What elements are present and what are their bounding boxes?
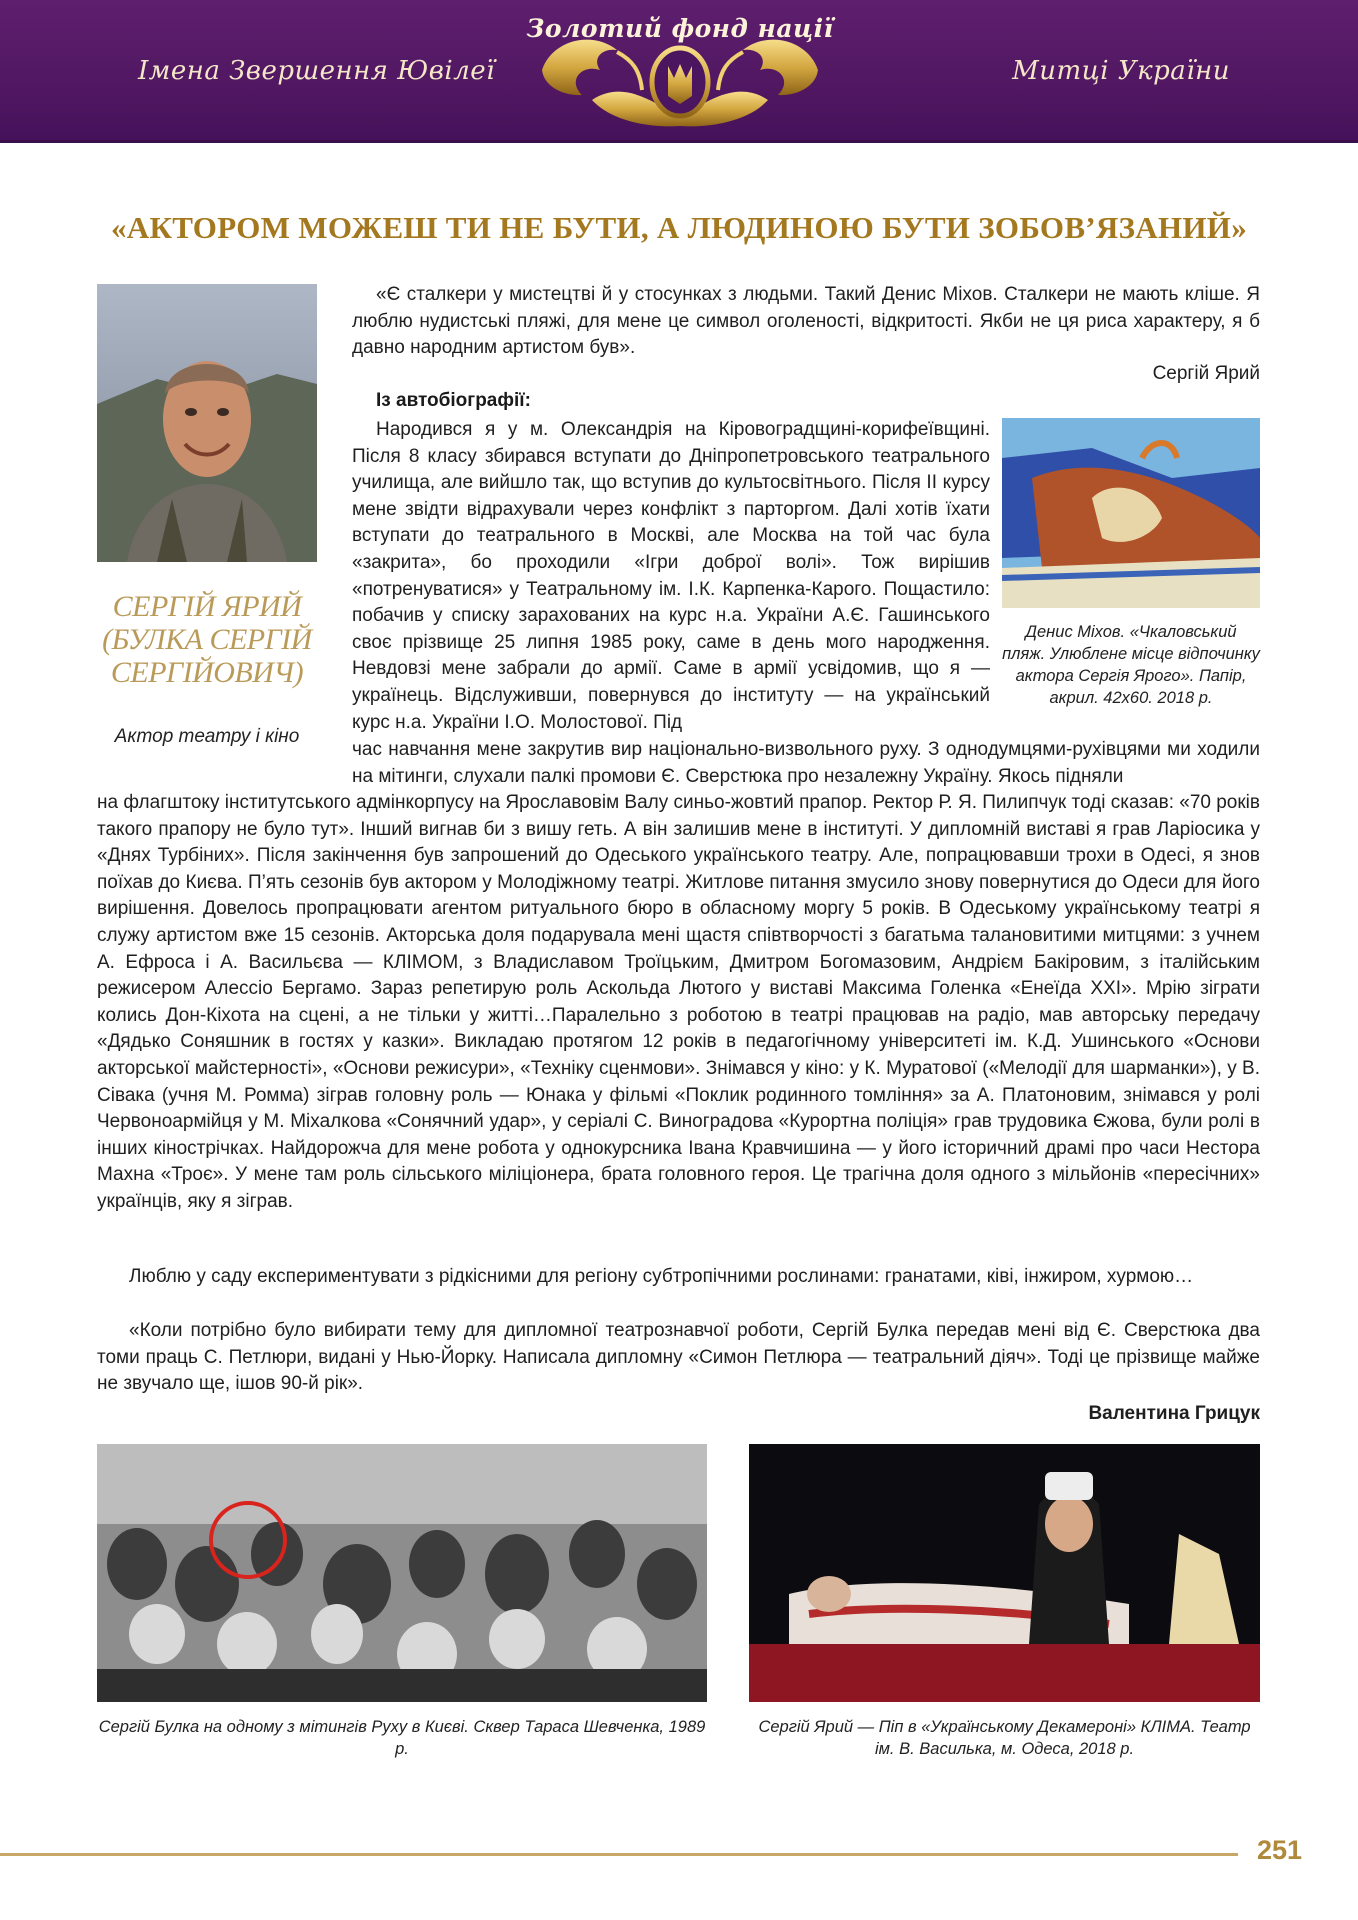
rally-photo-caption: Сергій Булка на одному з мітингів Руху в Києві. Сквер Тараса Шевченка, 1989 р. bbox=[98, 1718, 706, 1758]
page-number: 251 bbox=[1256, 1835, 1302, 1865]
rally-photo bbox=[97, 1444, 707, 1702]
epigraph-quote: «Є сталкери у мистецтві й у стосунках з людьми. Такий Денис Міхов. Сталкери не мають кліше. Я люблю нудистські пляжі, для мене це символ оголеності, відкритості. Якби не ця риса характеру, я б давно народним артистом був». bbox=[352, 284, 1260, 359]
stage-photo-caption: Сергій Ярий — Піп в «Українському Декамероні» КЛІМА. Театр ім. В. Василька, м. Одеса, 2018 р. bbox=[758, 1718, 1251, 1758]
header-band bbox=[0, 0, 1358, 143]
page-title: «АКТОРОМ МОЖЕШ ТИ НЕ БУТИ, А ЛЮДИНОЮ БУТИ ЗОБОВ’ЯЗАНИЙ» bbox=[110, 210, 1248, 245]
epigraph-author: Сергій Ярий bbox=[1152, 363, 1260, 384]
emblem-title: Золотий фонд нації bbox=[526, 14, 834, 43]
autobiography-paragraph-mid: час навчання мене закрутив вир національно-визвольного руху. З однодумцями-рухівцями ми ходили на мітинги, слухали палкі промови Є. Сверстюка про незалежну Україну. Якось підняли bbox=[352, 739, 1260, 787]
autobiography-heading: Із автобіографії: bbox=[376, 390, 531, 411]
painting-caption: Денис Міхов. «Чкаловський пляж. Улюблене місце відпочинку актора Сергія Ярого». Папір, акрил. 42х60. 2018 р. bbox=[1002, 623, 1260, 707]
autobiography-paragraph-top: Народився я у м. Олександрія на Кіровоградщині-корифеївщині. Після 8 класу збирався вступати до Дніпропетровського театрального училища, але вийшло так, що вступив до культосвітнього. Після ІІ курсу мене звідти відрахували через конфлікт з парторгом. Далі хотів їхати вступати до театрального в Москві, але Москва на той час була «закрита», бо проходили «Ігри доброї волі». Тож вирішив «потренуватися» у Театральному ім. І.К. Карпенка-Карого. Пощастило: побачив у списку зарахованих на курс н.а. України А.Є. Гашинського своє прізвище 25 липня 1985 року, саме в день мого народження. Невдовзі мене забрали до армії. Саме в армії усвідомив, що я — українець. Відслуживши, повернувся до інституту — на український курс н.а. України І.О. Молостової. Під bbox=[352, 419, 990, 733]
testimonial-quote: «Коли потрібно було вибирати тему для дипломної театрознавчої роботи, Сергій Булка передав мені від Є. Сверстюка два томи праць С. Петлюри, видані у Нью-Йорку. Написала дипломну «Симон Петлюра — театральний діяч». Тоді це прізвище майже не звучало ще, ішов 90-й рік». bbox=[97, 1320, 1260, 1395]
autobiography-paragraph-main: на флагштоку інститутського адмінкорпусу на Ярославовім Валу синьо-жовтий прапор. Ректор Р. Я. Пилипчук тоді сказав: «70 років такого прапору не було тут». Інший вигнав би з вишу геть. А він залишив мене в інституті. У дипломній виставі я грав Ларіосика у «Днях Турбіних». Після закінчення був запрошений до Одеського українського театру. Але, попрацювавши трохи в Одесі, я знов поїхав до Києва. П’ять сезонів був актором у Молодіжному театрі. Житлове питання змусило знову повернутися до Одеси для його вирішення. Довелось пропрацювати агентом ритуального бюро в обласному моргу 5 років. В Одеському українському театрі я служу артистом вже 15 сезонів. Акторська доля подарувала мені щастя співтворчості з багатьма талановитими митцями: з учнем А. Ефроса і А. Васильєва — КЛІМОМ, з Владиславом Троїцьким, Дмитром Богомазовим, Андрієм Бакіровим, з італійським режисером Алессіо Бергамо. Зараз репетирую роль Аскольда Лютого у виставі Максима Голенка «Енеїда XXI». Мрію зіграти колись Дон-Кіхота на сцені, а не тільки у житті…Паралельно з роботою в театрі працював на радіо, мав авторську передачу «Дядько Соняшник в гостях у казки». Викладаю протягом 12 років в педагогічному університеті ім. К.Д. Ушинського «Основи акторської майстерності», «Основи режисури», «Техніку сценмови». Знімався у кіно: у К. Муратової («Мелодії для шарманки»), у В. Сівака (учня М. Ромма) зіграв головну роль — Юнака у фільмі «Поклик родинного томління» за А. Платоновим, знімався у ролі Червоноармійця у М. Міхалкова «Сонячний удар», у серіалі С. Виноградова «Курортна поліція» грав трудовика Єжова, були ролі в інших кінострічках. Найдорожча для мене робота у однокурсника Івана Кравчишина — у його історичний драмі про часи Нестора Махна «Троє». У мене там роль сільського міліціонера, брата головного героя. Це трагічна доля одного з мільйонів «пересічних» українців, яку я зіграв. bbox=[97, 792, 1260, 1212]
portrait-photo bbox=[97, 284, 317, 562]
stage-photo bbox=[749, 1444, 1260, 1702]
testimonial-author: Валентина Грицук bbox=[1088, 1403, 1260, 1424]
footer-rule bbox=[0, 1853, 1238, 1856]
golden-fund-emblem bbox=[522, 0, 838, 138]
painting-image bbox=[1002, 418, 1260, 608]
header-sections-left: Імена Звершення Ювілеї bbox=[138, 56, 495, 86]
header-sections-right: Митці України bbox=[1012, 56, 1230, 86]
autobiography-paragraph-garden: Люблю у саду експериментувати з рідкісними для регіону субтропічними рослинами: гранатами, ківі, інжиром, хурмою… bbox=[129, 1266, 1194, 1287]
person-name: СЕРГІЙ ЯРИЙ (БУЛКА СЕРГІЙ СЕРГІЙОВИЧ) bbox=[102, 590, 312, 689]
person-role: Актор театру і кіно bbox=[114, 726, 300, 747]
